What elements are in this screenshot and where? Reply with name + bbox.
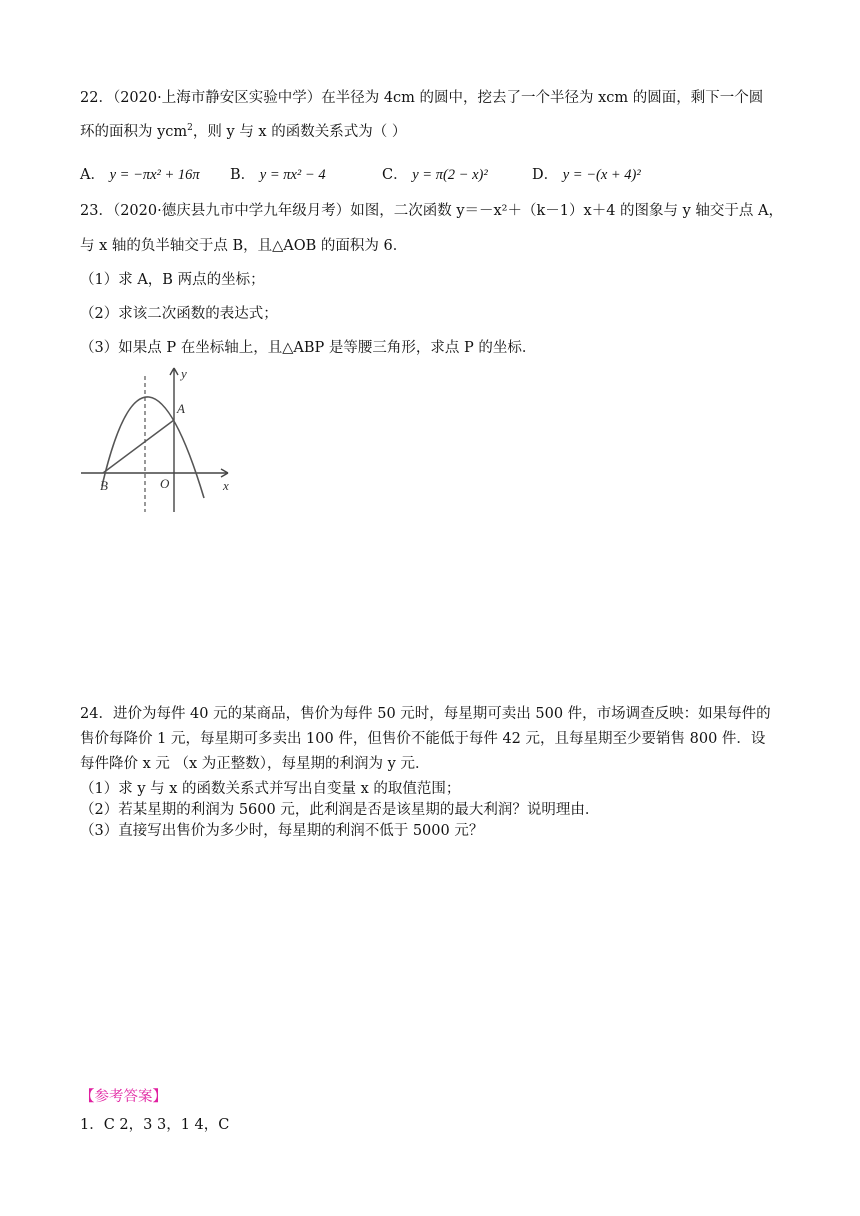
q22-line-2b: ，则 y 与 x 的函数关系式为（ ） bbox=[192, 124, 407, 140]
q23-figure bbox=[78, 362, 243, 517]
option-label: C． bbox=[382, 167, 408, 183]
option-formula: y = −πx² + 16π bbox=[109, 167, 200, 183]
answers-line: 1．C 2，3 3，1 4，C bbox=[80, 1117, 230, 1133]
q22-line-2 bbox=[80, 122, 406, 142]
q24-line-1: 24．进价为每件 40 元的某商品，售价为每件 50 元时，每星期可卖出 500 件，市场调查反映：如果每件的 bbox=[80, 706, 771, 722]
option-label: A． bbox=[80, 167, 105, 183]
point-b-label: B bbox=[100, 478, 108, 493]
q22-superscript: 2 bbox=[187, 123, 193, 133]
q22-option-c bbox=[382, 163, 488, 184]
option-label: B． bbox=[230, 167, 256, 183]
option-label: D． bbox=[532, 167, 559, 183]
q23-sub-3: （3）如果点 P 在坐标轴上，且△ABP 是等腰三角形，求点 P 的坐标． bbox=[80, 340, 537, 356]
x-axis-label: x bbox=[223, 478, 229, 493]
q24-sub-2: （2）若某星期的利润为 5600 元，此利润是否是该星期的最大利润？说明理由． bbox=[80, 802, 600, 818]
option-formula: y = −(x + 4)² bbox=[562, 167, 641, 183]
point-a-label: A bbox=[177, 401, 185, 416]
q23-sub-2: （2）求该二次函数的表达式； bbox=[80, 306, 278, 322]
q24-sub-1: （1）求 y 与 x 的函数关系式并写出自变量 x 的取值范围； bbox=[80, 781, 461, 797]
parabola-curve bbox=[102, 397, 204, 498]
q24-sub-3: （3）直接写出售价为多少时，每星期的利润不低于 5000 元？ bbox=[80, 823, 484, 839]
q22-option-d bbox=[532, 163, 641, 184]
q23-line-1: 23．（2020·德庆县九市中学九年级月考）如图，二次函数 y＝－x²＋（k－1）x＋4 的图象与 y 轴交于点 A， bbox=[80, 203, 784, 219]
q22-line-1: 22．（2020·上海市静安区实验中学）在半径为 4cm 的圆中，挖去了一个半径为 xcm 的圆面，剩下一个圆 bbox=[80, 90, 764, 106]
q22-line-2a: 环的面积为 ycm bbox=[80, 124, 188, 140]
option-formula: y = πx² − 4 bbox=[259, 167, 326, 183]
answers-title: 【参考答案】 bbox=[80, 1089, 167, 1105]
origin-label: O bbox=[160, 476, 170, 491]
q22-option-b bbox=[230, 163, 326, 184]
segment-ab bbox=[103, 420, 174, 473]
q23-sub-1: （1）求 A，B 两点的坐标； bbox=[80, 272, 265, 288]
q23-line-2: 与 x 轴的负半轴交于点 B，且△AOB 的面积为 6． bbox=[80, 238, 408, 254]
q24-line-2: 售价每降价 1 元，每星期可多卖出 100 件，但售价不能低于每件 42 元，且每星期至少要销售 800 件．设 bbox=[80, 731, 766, 747]
q22-option-a bbox=[80, 163, 200, 184]
y-axis-label: y bbox=[181, 366, 187, 381]
option-formula: y = π(2 − x)² bbox=[412, 167, 488, 183]
q24-line-3: 每件降价 x 元 （x 为正整数），每星期的利润为 y 元． bbox=[80, 756, 430, 772]
